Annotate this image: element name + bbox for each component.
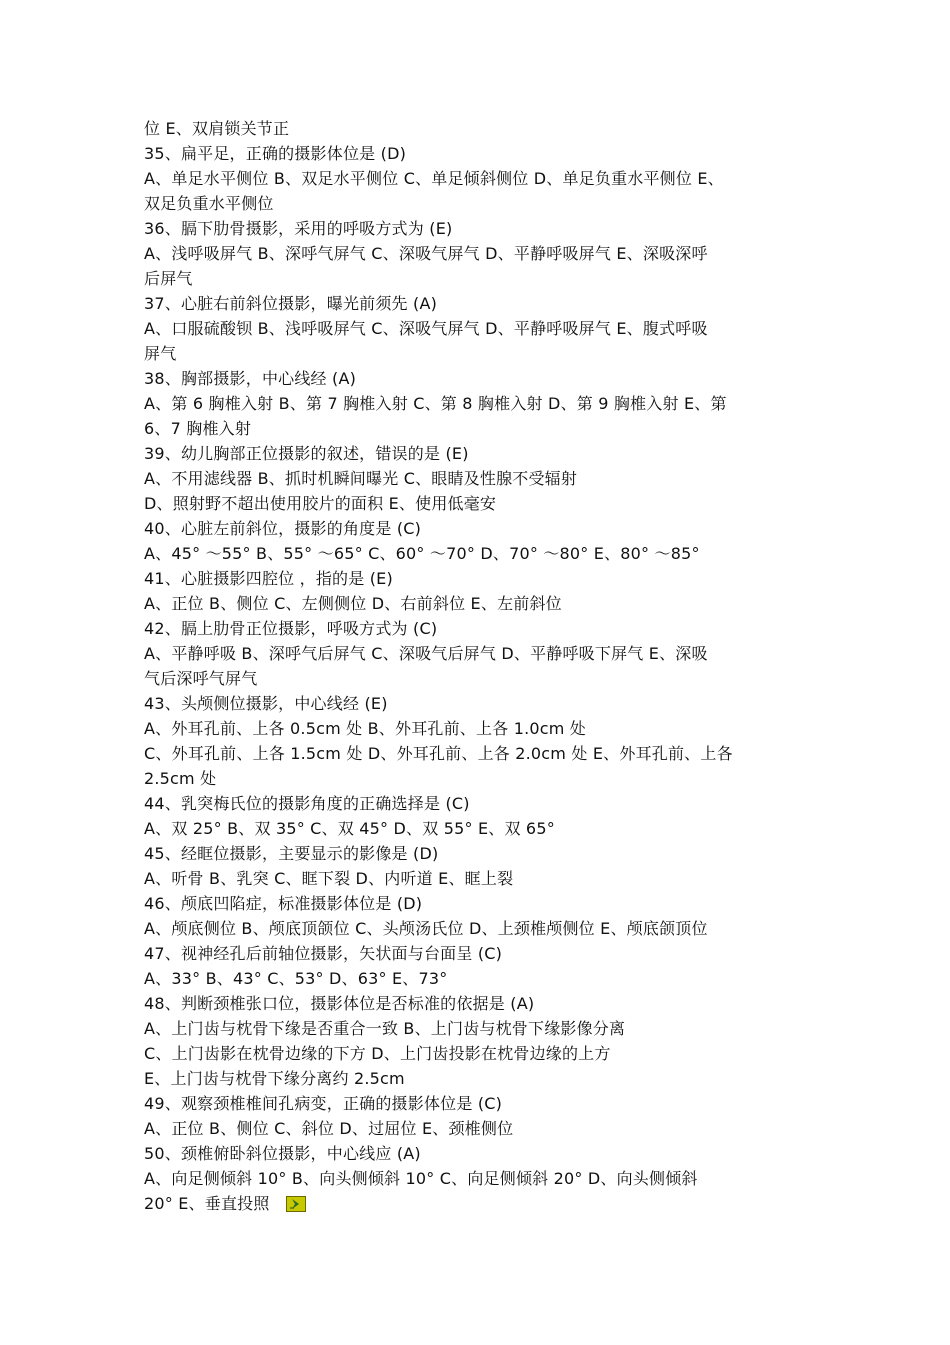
answer-options: A、外耳孔前、上各 0.5cm 处 B、外耳孔前、上各 1.0cm 处 [144, 719, 587, 738]
answer-options: 屏气 [144, 344, 177, 363]
text-line: 位 E、双肩锁关节正 [144, 119, 290, 138]
answer-options: A、听骨 B、乳突 C、眶下裂 D、内听道 E、眶上裂 [144, 869, 514, 888]
question-heading: 47、视神经孔后前轴位摄影，矢状面与台面呈 (C) [144, 944, 503, 963]
answer-options: A、浅呼吸屏气 B、深呼气屏气 C、深吸气屏气 D、平静呼吸屏气 E、深吸深呼 [144, 244, 708, 263]
question-heading: 35、扁平足，正确的摄影体位是 (D) [144, 144, 407, 163]
answer-options: A、向足侧倾斜 10° B、向头侧倾斜 10° C、向足侧倾斜 20° D、向头侧倾斜 [144, 1169, 698, 1188]
question-heading: 43、头颅侧位摄影，中心线经 (E) [144, 694, 388, 713]
question-heading: 41、心脏摄影四腔位 ，指的是 (E) [144, 569, 393, 588]
question-heading: 48、判断颈椎张口位，摄影体位是否标准的依据是 (A) [144, 994, 535, 1013]
question-heading: 37、心脏右前斜位摄影，曝光前须先 (A) [144, 294, 438, 313]
answer-options: C、外耳孔前、上各 1.5cm 处 D、外耳孔前、上各 2.0cm 处 E、外耳孔前、上各 [144, 744, 733, 763]
question-heading: 46、颅底凹陷症，标准摄影体位是 (D) [144, 894, 423, 913]
question-heading: 45、经眶位摄影，主要显示的影像是 (D) [144, 844, 439, 863]
question-heading: 36、膈下肋骨摄影，采用的呼吸方式为 (E) [144, 219, 453, 238]
answer-options: D、照射野不超出使用胶片的面积 E、使用低毫安 [144, 494, 497, 513]
answer-options: A、33° B、43° C、53° D、63° E、73° [144, 969, 448, 988]
answer-options: A、平静呼吸 B、深呼气后屏气 C、深吸气后屏气 D、平静呼吸下屏气 E、深吸 [144, 644, 708, 663]
answer-options: 双足负重水平侧位 [144, 194, 274, 213]
question-list [144, 116, 824, 1216]
question-heading: 39、幼儿胸部正位摄影的叙述，错误的是 (E) [144, 444, 469, 463]
answer-options-tail: 20° E、垂直投照 [144, 1194, 270, 1213]
question-heading: 50、颈椎俯卧斜位摄影，中心线应 (A) [144, 1144, 421, 1163]
answer-options: A、口服硫酸钡 B、浅呼吸屏气 C、深吸气屏气 D、平静呼吸屏气 E、腹式呼吸 [144, 319, 708, 338]
answer-options: A、正位 B、侧位 C、斜位 D、过屈位 E、颈椎侧位 [144, 1119, 514, 1138]
answer-options: 2.5cm 处 [144, 769, 217, 788]
answer-options: A、颅底侧位 B、颅底顶颌位 C、头颅汤氏位 D、上颈椎颅侧位 E、颅底颌顶位 [144, 919, 708, 938]
question-heading: 42、膈上肋骨正位摄影，呼吸方式为 (C) [144, 619, 438, 638]
question-heading: 44、乳突梅氏位的摄影角度的正确选择是 (C) [144, 794, 470, 813]
answer-options: A、45° ～55° B、55° ～65° C、60° ～70° D、70° ～80° E、80° ～85° [144, 544, 700, 563]
question-heading: 49、观察颈椎椎间孔病变，正确的摄影体位是 (C) [144, 1094, 503, 1113]
question-heading: 40、心脏左前斜位，摄影的角度是 (C) [144, 519, 422, 538]
answer-options: 6、7 胸椎入射 [144, 419, 252, 438]
answer-options: A、单足水平侧位 B、双足水平侧位 C、单足倾斜侧位 D、单足负重水平侧位 E、 [144, 169, 724, 188]
answer-options: 后屏气 [144, 269, 193, 288]
answer-options: A、双 25° B、双 35° C、双 45° D、双 55° E、双 65° [144, 819, 555, 838]
answer-options: A、不用滤线器 B、抓时机瞬间曝光 C、眼睛及性腺不受辐射 [144, 469, 578, 488]
answer-options: E、上门齿与枕骨下缘分离约 2.5cm [144, 1069, 405, 1088]
document-icon[interactable] [286, 1194, 306, 1210]
answer-options: C、上门齿影在枕骨边缘的下方 D、上门齿投影在枕骨边缘的上方 [144, 1044, 611, 1063]
answer-options: A、第 6 胸椎入射 B、第 7 胸椎入射 C、第 8 胸椎入射 D、第 9 胸椎入射 E、第 [144, 394, 727, 413]
answer-options: 气后深呼气屏气 [144, 669, 258, 688]
question-heading: 38、胸部摄影，中心线经 (A) [144, 369, 357, 388]
final-answer-line [144, 1191, 824, 1216]
answer-options: A、正位 B、侧位 C、左侧侧位 D、右前斜位 E、左前斜位 [144, 594, 562, 613]
answer-options: A、上门齿与枕骨下缘是否重合一致 B、上门齿与枕骨下缘影像分离 [144, 1019, 626, 1038]
